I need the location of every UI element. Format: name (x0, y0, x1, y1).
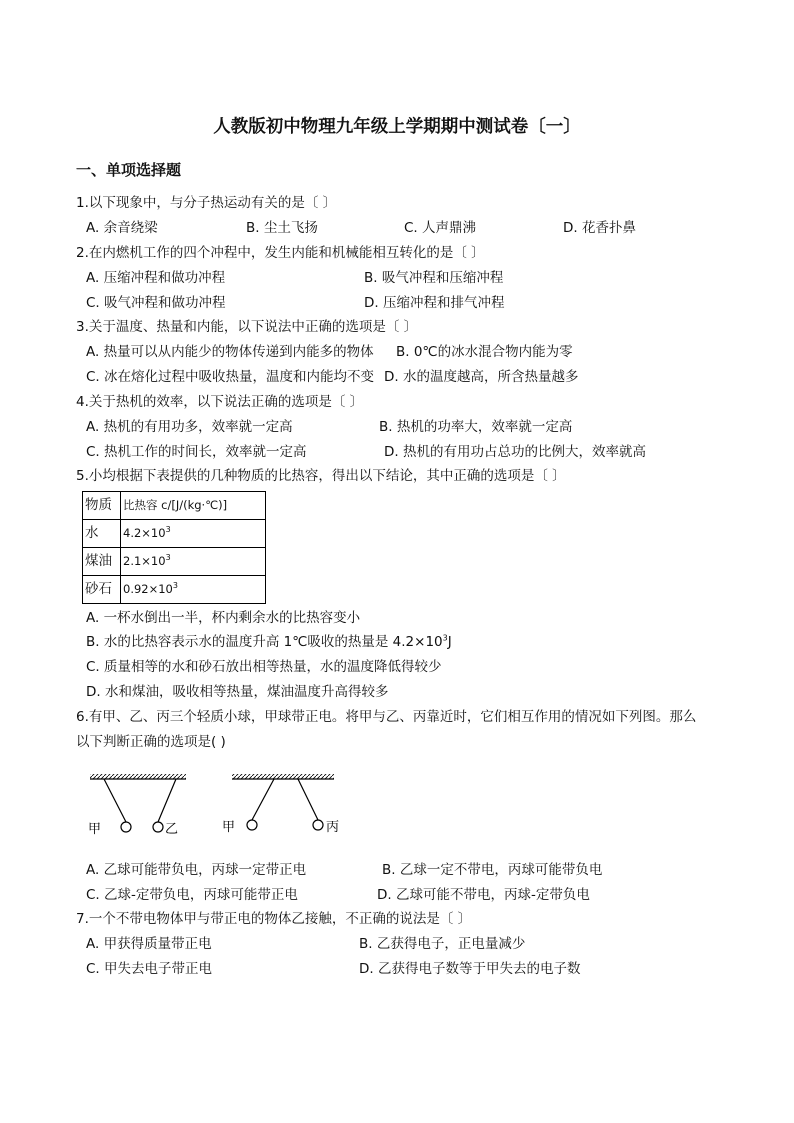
q2-option-a[interactable]: A. 压缩冲程和做功冲程 (86, 270, 226, 286)
ceiling-right (232, 774, 334, 779)
question-5-stem: 5.小均根据下表提供的几种物质的比热容，得出以下结论，其中正确的选项是〔 〕 (76, 468, 566, 484)
q5-option-b[interactable]: B. 水的比热容表示水的温度升高 1℃吸收的热量是 $4.2\times 10^3J$ (86, 633, 452, 650)
table-cell-substance: 水 (83, 520, 121, 548)
q2-option-b[interactable]: B. 吸气冲程和压缩冲程 (364, 270, 504, 286)
label-jia-right: 甲 (222, 820, 236, 835)
q4-option-b[interactable]: B. 热机的功率大，效率就一定高 (379, 419, 573, 435)
q1-option-c[interactable]: C. 人声鼎沸 (404, 220, 477, 236)
q5-option-a[interactable]: A. 一杯水倒出一半，杯内剩余水的比热容变小 (86, 610, 361, 626)
table-header-cell: 物质 (83, 492, 121, 520)
table-cell-value: $4.2\times 10^3$ (121, 520, 266, 548)
table-cell-substance: 砂石 (83, 576, 121, 604)
question-4-stem: 4.关于热机的效率，以下说法正确的选项是〔 〕 (76, 394, 364, 410)
charged-balls-diagram (88, 768, 358, 840)
label-bing: 丙 (326, 820, 340, 835)
table-cell-substance: 煤油 (83, 548, 121, 576)
q2-option-d[interactable]: D. 压缩冲程和排气冲程 (364, 295, 505, 311)
thread (252, 779, 274, 820)
ceiling-left (90, 774, 186, 779)
q1-option-a[interactable]: A. 余音绕梁 (86, 220, 158, 236)
page-title: 人教版初中物理九年级上学期期中测试卷〔一〕 (213, 117, 581, 137)
section-heading: 一、单项选择题 (76, 161, 182, 179)
q6-option-d[interactable]: D. 乙球可能不带电，丙球-定带负电 (377, 887, 590, 903)
q4-option-d[interactable]: D. 热机的有用功占总功的比例大，效率就高 (384, 444, 646, 460)
ball-bing (313, 820, 323, 830)
q1-option-d[interactable]: D. 花香扑鼻 (563, 220, 636, 236)
label-jia-left: 甲 (88, 822, 102, 837)
thread (158, 779, 176, 822)
q5-option-c[interactable]: C. 质量相等的水和砂石放出相等热量，水的温度降低得较少 (86, 659, 442, 675)
table-row (83, 548, 266, 576)
thread (104, 779, 126, 822)
specific-heat-table (82, 491, 266, 604)
q1-option-b[interactable]: B. 尘土飞扬 (246, 220, 318, 236)
q3-option-a[interactable]: A. 热量可以从内能少的物体传递到内能多的物体 (86, 344, 374, 360)
question-2-stem: 2.在内燃机工作的四个冲程中，发生内能和机械能相互转化的是〔 〕 (76, 245, 485, 261)
q3-option-b[interactable]: B. 0℃的冰水混合物内能为零 (396, 344, 573, 360)
ball-yi (153, 822, 163, 832)
q6-option-a[interactable]: A. 乙球可能带负电，丙球一定带正电 (86, 862, 307, 878)
q7-option-b[interactable]: B. 乙获得电子，正电量减少 (359, 936, 526, 952)
label-yi: 乙 (165, 822, 179, 837)
table-row (83, 576, 266, 604)
q4-option-c[interactable]: C. 热机工作的时间长，效率就一定高 (86, 444, 307, 460)
question-7-stem: 7.一个不带电物体甲与带正电的物体乙接触，不正确的说法是〔 〕 (76, 911, 472, 927)
table-cell-value: $0.92\times 10^3$ (121, 576, 266, 604)
q7-option-a[interactable]: A. 甲获得质量带正电 (86, 936, 212, 952)
q7-option-d[interactable]: D. 乙获得电子数等于甲失去的电子数 (359, 961, 581, 977)
question-6-stem-cont: 以下判断正确的选项是( ) (76, 734, 226, 750)
q3-option-d[interactable]: D. 水的温度越高，所含热量越多 (384, 369, 579, 385)
question-6-stem: 6.有甲、乙、丙三个轻质小球，甲球带正电。将甲与乙、丙靠近时，它们相互作用的情况如下列图。那么 (76, 709, 697, 725)
q6-option-c[interactable]: C. 乙球-定带负电，丙球可能带正电 (86, 887, 298, 903)
q6-option-b[interactable]: B. 乙球一定不带电，丙球可能带负电 (382, 862, 603, 878)
question-3-stem: 3.关于温度、热量和内能，以下说法中正确的选项是〔 〕 (76, 319, 418, 335)
ball-jia (247, 820, 257, 830)
q2-option-c[interactable]: C. 吸气冲程和做功冲程 (86, 295, 226, 311)
q7-option-c[interactable]: C. 甲失去电子带正电 (86, 961, 213, 977)
table-header-row (83, 492, 266, 520)
table-header-cell: 比热容 c/[J/(kg·℃)] (121, 492, 266, 520)
q5-option-d[interactable]: D. 水和煤油，吸收相等热量，煤油温度升高得较多 (86, 684, 389, 700)
q4-option-a[interactable]: A. 热机的有用功多，效率就一定高 (86, 419, 293, 435)
q3-option-c[interactable]: C. 冰在熔化过程中吸收热量，温度和内能均不变 (86, 369, 375, 385)
ball-jia (121, 822, 131, 832)
question-1-stem: 1.以下现象中，与分子热运动有关的是〔 〕 (76, 195, 337, 211)
thread (298, 779, 318, 820)
table-cell-value: $2.1\times 10^3$ (121, 548, 266, 576)
table-row (83, 520, 266, 548)
